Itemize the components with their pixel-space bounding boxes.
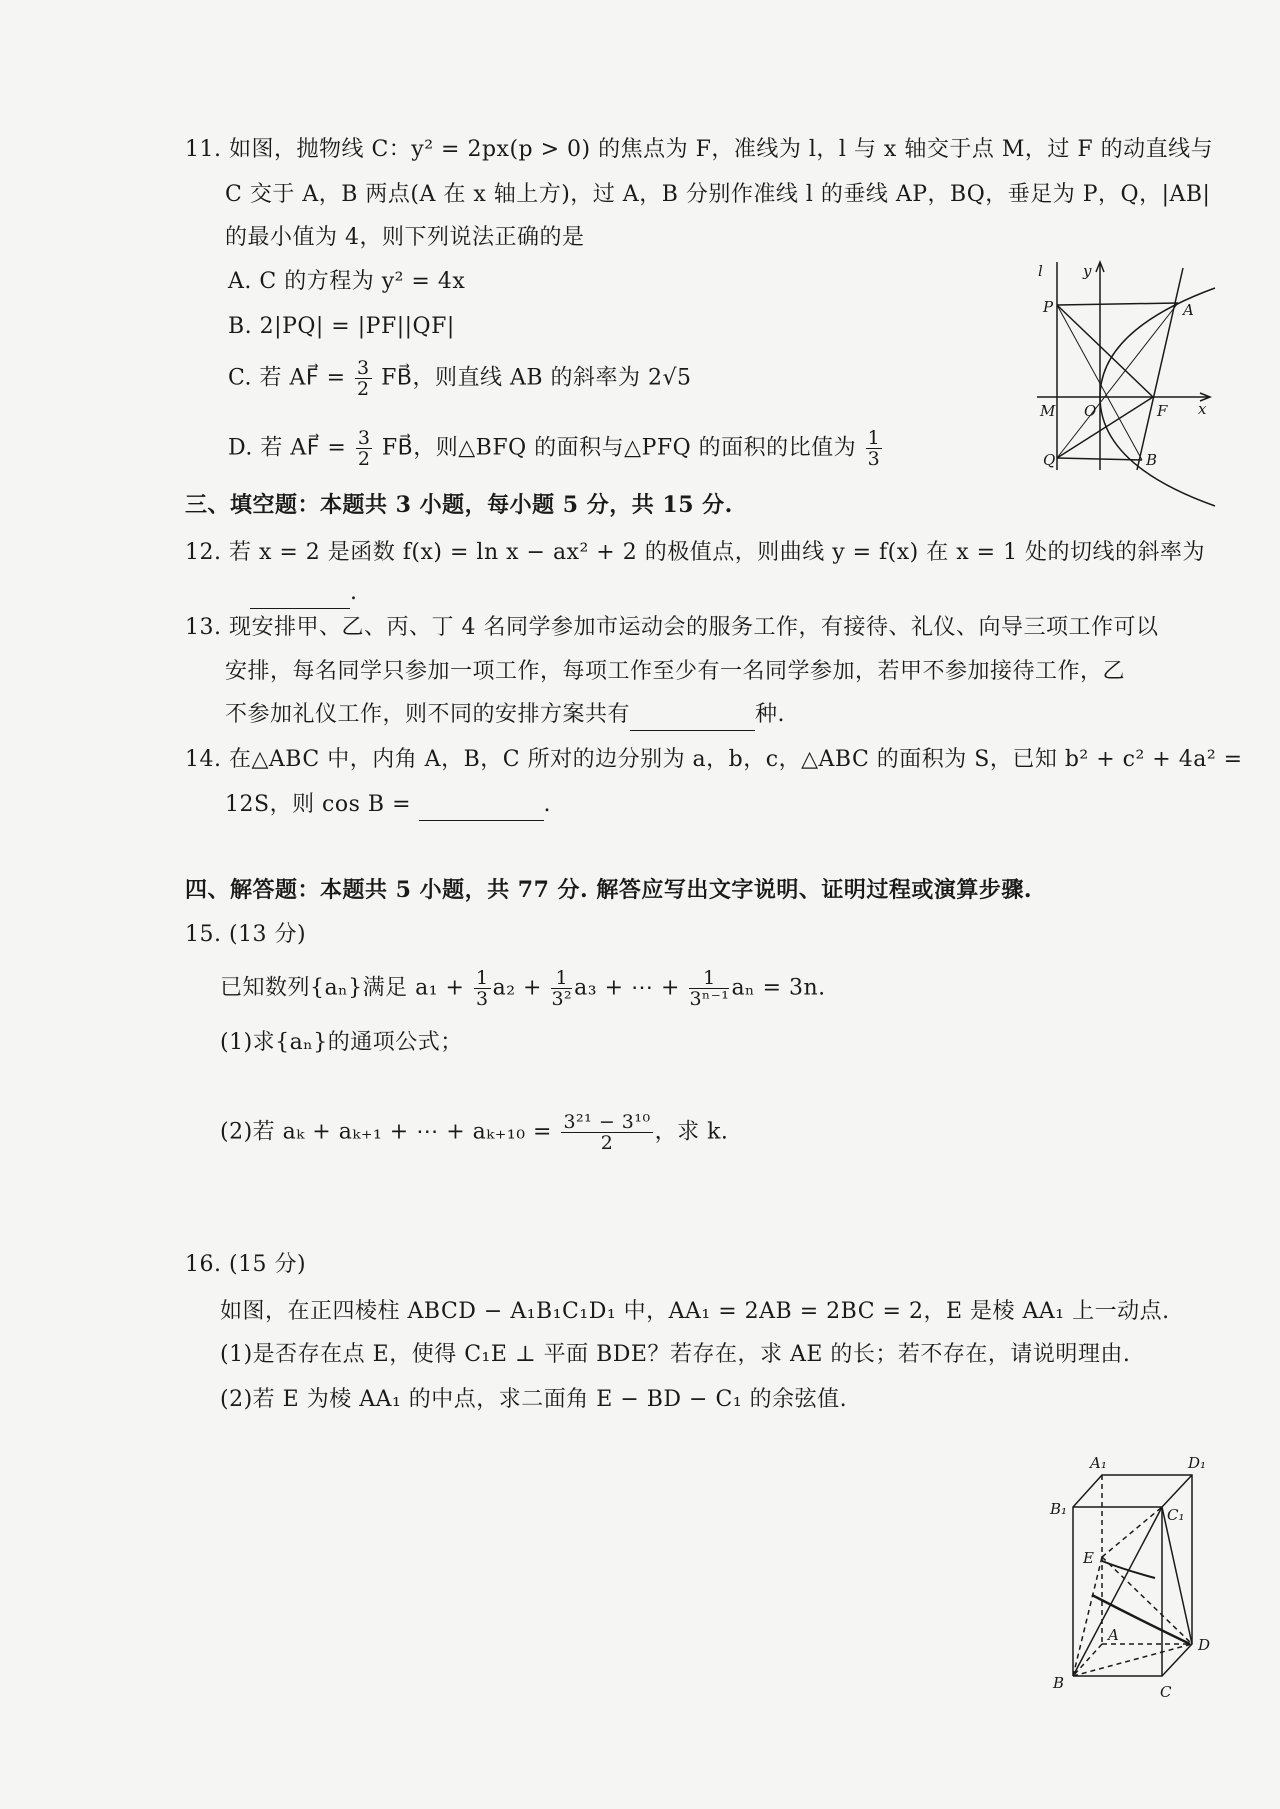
q16-heading: 16. (15 分) [185, 1252, 307, 1277]
numerator: 1 [689, 968, 729, 989]
denominator: 3 [475, 988, 489, 1010]
label-c1: C₁ [1167, 1506, 1185, 1524]
label-c: C [1160, 1683, 1172, 1701]
label-b1: B₁ [1050, 1500, 1068, 1518]
denominator: 2 [357, 448, 371, 470]
label-f: F [1157, 402, 1168, 420]
period: . [350, 580, 358, 605]
q12-line1: 12. 若 x = 2 是函数 f(x) = ln x − ax² + 2 的极值点，则曲线 y = f(x) 在 x = 1 处的切线的斜率为 [185, 540, 1206, 565]
q11-line3: 的最小值为 4，则下列说法正确的是 [225, 225, 585, 250]
q15-part1: (1)求{aₙ}的通项公式； [220, 1030, 463, 1055]
label-e: E [1083, 1549, 1094, 1567]
segment-bc1 [1073, 1507, 1162, 1676]
text: a₂ + [492, 975, 542, 1001]
q11-line1: 11. 如图，抛物线 C：y² = 2px(p > 0) 的焦点为 F，准线为 l，l 与 x 轴交于点 M，过 F 的动直线与 [185, 137, 1214, 162]
denominator: 2 [357, 378, 370, 400]
segment-pf [1057, 305, 1153, 397]
numerator: 3²¹ − 3¹⁰ [563, 1111, 651, 1133]
label-m: M [1040, 402, 1056, 420]
text: 12S，则 cos B = [225, 792, 412, 817]
segment-ap [1057, 303, 1178, 305]
q13-line2: 安排，每名同学只参加一项工作，每项工作至少有一名同学参加，若甲不参加接待工作，乙 [225, 659, 1126, 684]
numerator: 1 [551, 968, 572, 989]
text: (2)若 aₖ + aₖ₊₁ + ⋯ + aₖ₊₁₀ = [220, 1119, 552, 1145]
text: 不参加礼仪工作，则不同的安排方案共有 [225, 702, 631, 727]
parabola-figure-labels [1038, 262, 1207, 469]
denominator: 2 [600, 1132, 614, 1154]
numerator: 1 [475, 967, 489, 989]
q16-line1: 如图，在正四棱柱 ABCD − A₁B₁C₁D₁ 中，AA₁ = 2AB = 2BC = 2，E 是棱 AA₁ 上一动点. [220, 1299, 1170, 1324]
numerator: 3 [357, 427, 371, 449]
denominator: 3ⁿ⁻¹ [689, 988, 730, 1010]
q11-line2: C 交于 A，B 两点(A 在 x 轴上方)，过 A，B 分别作准线 l 的垂线 AP，BQ，垂足为 P，Q，|AB| [225, 182, 1211, 207]
option-c-post: FB⃗，则直线 AB 的斜率为 2√5 [381, 365, 692, 391]
label-x: x [1198, 400, 1207, 418]
label-d: D [1198, 1636, 1211, 1654]
section-4-heading: 四、解答题：本题共 5 小题，共 77 分. 解答应写出文字说明、证明过程或演算步骤. [185, 877, 1033, 903]
q11-option-a: A. C 的方程为 y² = 4x [228, 269, 466, 294]
label-a1: A₁ [1090, 1454, 1107, 1472]
top-front-edges [1073, 1475, 1192, 1507]
text: aₙ = 3n. [731, 975, 826, 1001]
q11-option-b: B. 2|PQ| = |PF||QF| [228, 314, 455, 339]
label-p: P [1043, 298, 1054, 316]
q13-line1: 13. 现安排甲、乙、丙、丁 4 名同学参加市运动会的服务工作，有接待、礼仪、向导三项工作可以 [185, 615, 1159, 640]
label-b: B [1146, 451, 1158, 469]
label-l: l [1038, 262, 1043, 280]
numerator: 1 [867, 427, 881, 449]
label-q: Q [1043, 451, 1056, 469]
label-d1: D₁ [1188, 1454, 1207, 1472]
denominator: 3² [551, 988, 573, 1010]
parabola-figure [1037, 262, 1215, 506]
annotation-stroke [1102, 1561, 1155, 1578]
label-o: O [1084, 402, 1097, 420]
segment-c1d [1162, 1507, 1192, 1644]
q15-heading: 15. (13 分) [185, 922, 307, 947]
text: 已知数列{aₙ}满足 a₁ + [220, 975, 465, 1001]
denominator: 3 [867, 448, 881, 470]
label-a: A [1183, 301, 1194, 319]
text: 种. [755, 702, 786, 727]
segment-qa [1057, 303, 1178, 458]
q14-line1: 14. 在△ABC 中，内角 A，B，C 所对的边分别为 a，b，c，△ABC 的面积为 S，已知 b² + c² + 4a² = [185, 747, 1243, 772]
text: a₃ + ⋯ + [574, 975, 680, 1001]
label-y: y [1083, 262, 1092, 280]
option-d-pre: D. 若 AF⃗ = [228, 435, 347, 461]
label-b: B [1053, 1674, 1065, 1692]
numerator: 3 [357, 357, 370, 379]
option-d-post: FB⃗，则△BFQ 的面积与△PFQ 的面积的比值为 [381, 435, 857, 461]
segment-qf [1057, 397, 1153, 458]
q16-part2: (2)若 E 为棱 AA₁ 的中点，求二面角 E − BD − C₁ 的余弦值. [220, 1387, 848, 1412]
text: . [543, 792, 552, 817]
annotation-stroke [1092, 1595, 1190, 1644]
q16-part1: (1)是否存在点 E，使得 C₁E ⊥ 平面 BDE？若存在，求 AE 的长；若不存在，请说明理由. [220, 1342, 1131, 1367]
option-c-pre: C. 若 AF⃗ = [228, 365, 346, 391]
section-3-heading: 三、填空题：本题共 3 小题，每小题 5 分，共 15 分. [185, 492, 733, 518]
label-a: A [1108, 1626, 1119, 1644]
text: ，求 k. [654, 1119, 729, 1145]
line-ab [1137, 268, 1183, 470]
